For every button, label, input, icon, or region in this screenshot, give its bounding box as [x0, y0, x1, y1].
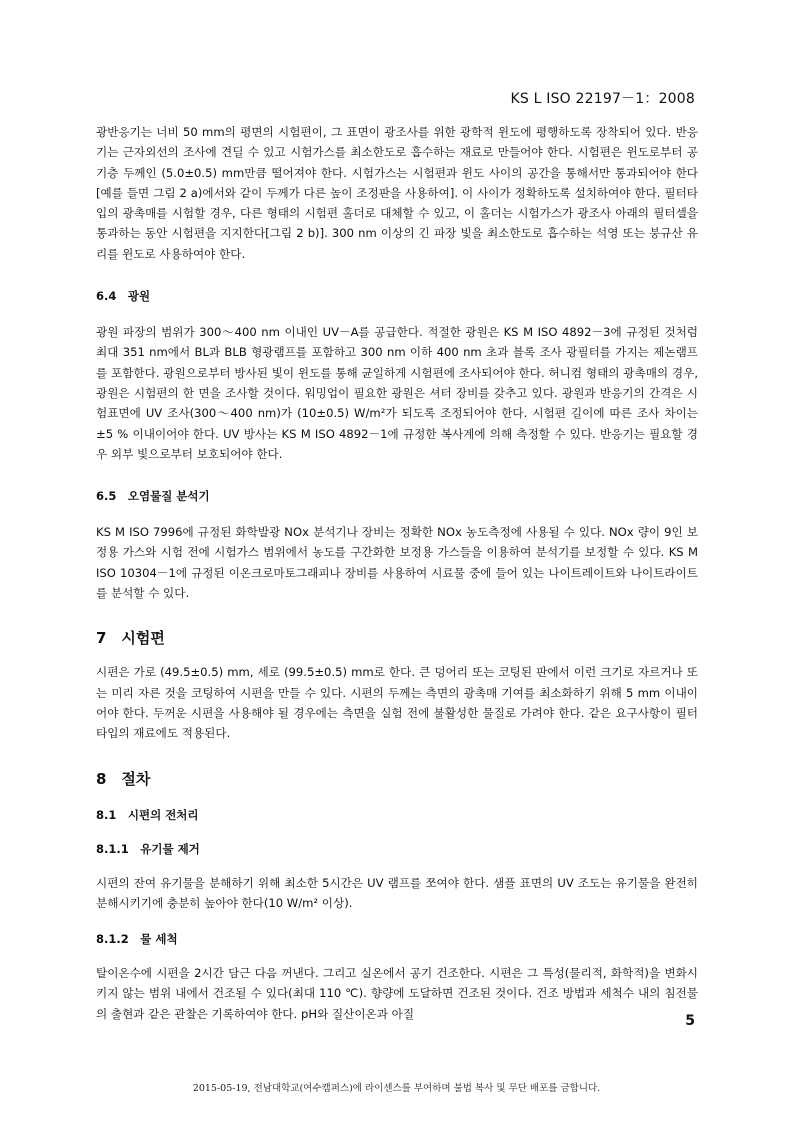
page-number: 5	[685, 1013, 695, 1029]
section-8-heading: 8 절차	[96, 769, 151, 788]
section-6-4-heading: 6.4 광원	[96, 289, 151, 304]
page-body	[96, 122, 698, 1024]
intro-paragraph: 광반응기는 너비 50 mm의 평면의 시험편이, 그 표면이 광조사를 위한 광학적 윈도에 평행하도록 장착되어 있다. 반응기는 근자외선의 조사에 견딜 수 있고 시험가스를 최소한도로 흡수하는 재료로 만들어야 한다. 시험편은 윈도로부터 공기층 두께인 (5.0±0.5) mm만큼 떨어져야 한다. 시험가스는 시험편과 윈도 사이의 공간을 통해서만 통과되어야 한다[예를 들면 그림 2 a)에서와 같이 두께가 다른 높이 조정판을 사용하여]. 이 사이가 정확하도록 설치하여야 한다. 필터타입의 광촉매를 시험할 경우, 다른 형태의 시험편 홀더로 대체할 수 있고, 이 홀더는 시험가스가 광조사 아래의 필터셀을 통과하는 동안 시험편을 지지한다[그림 2 b)]. 300 nm 이상의 긴 파장 빛을 최소한도로 흡수하는 석영 또는 붕규산 유리를 윈도로 사용하여야 한다.	[96, 125, 698, 261]
section-8-1-2-paragraph: 탈이온수에 시편을 2시간 담근 다음 꺼낸다. 그리고 실온에서 공기 건조한다. 시편은 그 특성(물리적, 화학적)을 변화시키지 않는 범위 내에서 건조될 수 있다(최대 110 ℃). 향량에 도달하면 건조된 것이다. 건조 방법과 세척수 내의 침전물의 출현과 같은 관찰은 기록하여야 한다. pH와 질산이온과 아질	[96, 966, 698, 1021]
section-7-heading: 7 시험편	[96, 629, 165, 648]
section-6-4-paragraph: 광원 파장의 범위가 300～400 nm 이내인 UV－A를 공급한다. 적절한 광원은 KS M ISO 4892－3에 규정된 것처럼 최대 351 nm에서 BL과 BLB 형광램프를 포함하고 300 nm 이하 400 nm 초과 블록 조사 광필터를 가지는 제논램프를 포함한다. 광원으로부터 방사된 빛이 윈도를 통해 균일하게 시험편에 조사되어야 한다. 허니컴 형태의 광촉매의 경우, 광원은 시험편의 한 면을 조사할 것이다. 워밍업이 필요한 광원은 셔터 장비를 갖추고 있다. 광원과 반응기의 간격은 시험표면에 UV 조사(300～400 nm)가 (10±0.5) W/m²가 되도록 조정되어야 한다. 시험편 길이에 따른 조사 차이는 ±5 % 이내이어야 한다. UV 방사는 KS M ISO 4892－1에 규정한 복사계에 의해 측정할 수 있다. 반응기는 필요할 경우 외부 빛으로부터 보호되어야 한다.	[96, 325, 698, 461]
section-8-1-1-paragraph: 시편의 잔여 유기물을 분해하기 위해 최소한 5시간은 UV 램프를 쪼여야 한다. 샘플 표면의 UV 조도는 유기물을 완전히 분해시키기에 충분히 높아야 한다(10 W/m² 이상).	[96, 875, 698, 910]
section-6-5-paragraph: KS M ISO 7996에 규정된 화학발광 NOx 분석기나 장비는 정확한 NOx 농도측정에 사용될 수 있다. NOx 량이 9인 보정용 가스와 시험 전에 시험가스 범위에서 농도를 구간화한 보정용 가스들을 이용하여 분석기를 보정할 수 있다. KS M ISO 10304－1에 규정된 이온크로마토그래피나 장비를 사용하여 시료물 중에 들어 있는 나이트레이트와 나이트라이트를 분석할 수 있다.	[96, 525, 698, 601]
section-6-5-heading: 6.5 오염물질 분석기	[96, 489, 210, 504]
standard-header: KS L ISO 22197－1：2008	[510, 91, 695, 107]
section-7-paragraph: 시편은 가로 (49.5±0.5) mm, 세로 (99.5±0.5) mm로 한다. 큰 덩어리 또는 코팅된 판에서 이런 크기로 자르거나 또는 미리 자른 것을 코팅하여 시편을 만들 수 있다. 시편의 두께는 측면의 광촉매 기여를 최소화하기 위해 5 mm 이내이어야 한다. 두꺼운 시편을 사용해야 될 경우에는 측면을 실험 전에 불활성한 물질로 가려야 한다. 같은 요구사항이 필터 타입의 재료에도 적용된다.	[96, 665, 698, 741]
section-8-1-2-heading: 8.1.2 물 세척	[96, 932, 178, 947]
license-footer: 2015-05-19, 전남대학교(여수캠퍼스)에 라이센스를 부여하며 불법 복사 및 무단 배포를 금합니다.	[192, 1083, 601, 1094]
section-8-1-heading: 8.1 시편의 전처리	[96, 807, 199, 822]
section-8-1-1-heading: 8.1.1 유기물 제거	[96, 841, 200, 856]
